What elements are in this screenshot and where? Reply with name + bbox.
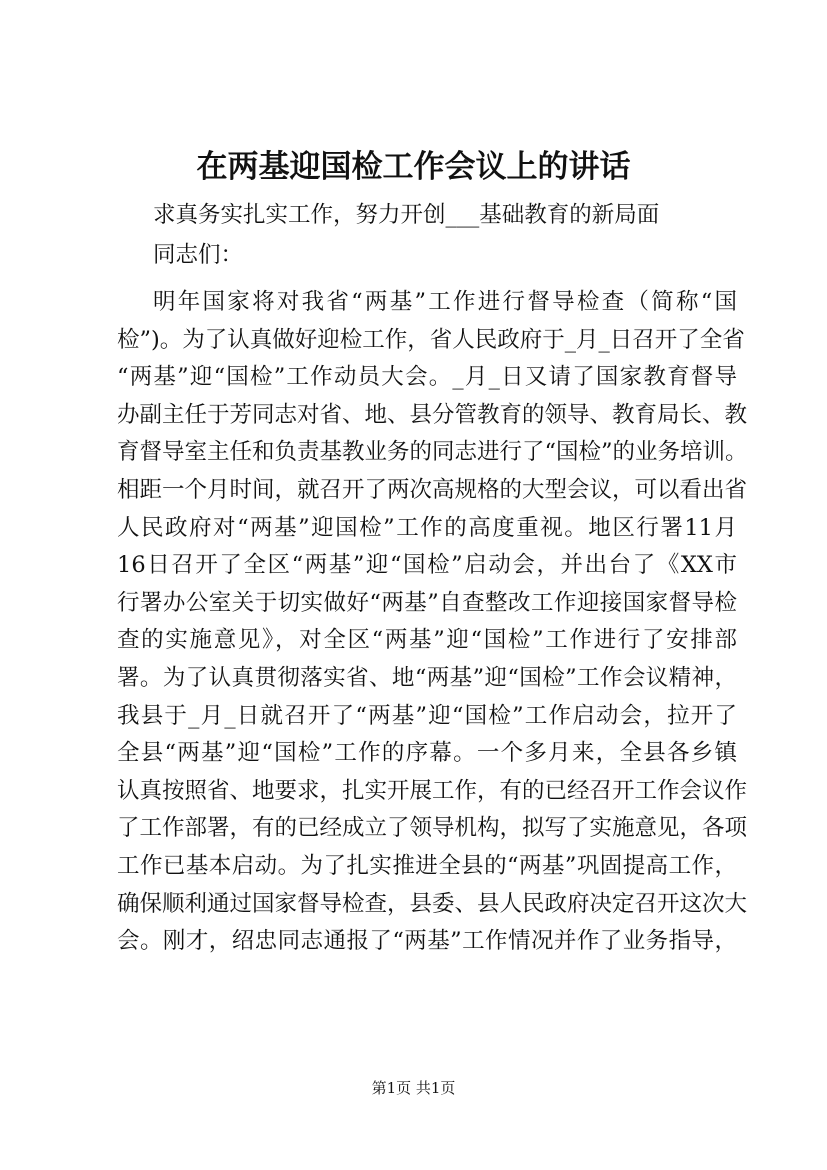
page-footer: 第1页 共1页 [371, 1079, 456, 1097]
body-line: 检”)。为了认真做好迎检工作，省人民政府于_月_日召开了全省 [117, 326, 745, 353]
body-line: 全县“两基”迎“国检”工作的序幕。一个多月来，全县各乡镇 [117, 740, 737, 767]
body-line: 署。为了认真贯彻落实省、地“两基”迎“国检”工作会议精神， [117, 664, 737, 691]
body-line: 育督导室主任和负责基教业务的同志进行了“国检”的业务培训。 [117, 439, 748, 466]
body-line: 明年国家将对我省“两基”工作进行督导检查（简称“国 [153, 289, 737, 315]
body-line: 我县于_月_日就召开了“两基”迎“国检”工作启动会，拉开了 [117, 702, 737, 729]
salutation: 同志们： [153, 242, 244, 268]
body-line: 16日召开了全区“两基”迎“国检”启动会，并出台了《XX市 [117, 552, 737, 579]
document-subtitle: 求真务实扎实工作，努力开创___基础教育的新局面 [153, 202, 660, 228]
body-line: 认真按照省、地要求，扎实开展工作，有的已经召开工作会议作 [117, 777, 748, 804]
body-line: 人民政府对“两基”迎国检”工作的高度重视。地区行署11月 [117, 514, 737, 541]
body-line: 查的实施意见》，对全区“两基”迎“国检”工作进行了安排部 [117, 627, 737, 654]
body-line: “两基”迎“国检”工作动员大会。_月_日又请了国家教育督导 [117, 364, 737, 391]
body-paragraph [117, 284, 748, 961]
body-line: 确保顺利通过国家督导检查，县委、县人民政府决定召开这次大 [117, 890, 748, 917]
body-line: 相距一个月时间，就召开了两次高规格的大型会议，可以看出省 [117, 476, 748, 503]
document-title: 在两基迎国检工作会议上的讲话 [196, 149, 631, 185]
body-line: 办副主任于芳同志对省、地、县分管教育的领导、教育局长、教 [117, 401, 748, 428]
body-line: 工作已基本启动。为了扎实推进全县的“两基”巩固提高工作， [117, 852, 737, 879]
body-line: 了工作部署，有的已经成立了领导机构，拟写了实施意见，各项 [117, 815, 748, 842]
body-line: 行署办公室关于切实做好“两基”自查整改工作迎接国家督导检 [117, 589, 737, 616]
body-line: 会。刚才，绍忠同志通报了“两基”工作情况并作了业务指导， [117, 928, 737, 955]
